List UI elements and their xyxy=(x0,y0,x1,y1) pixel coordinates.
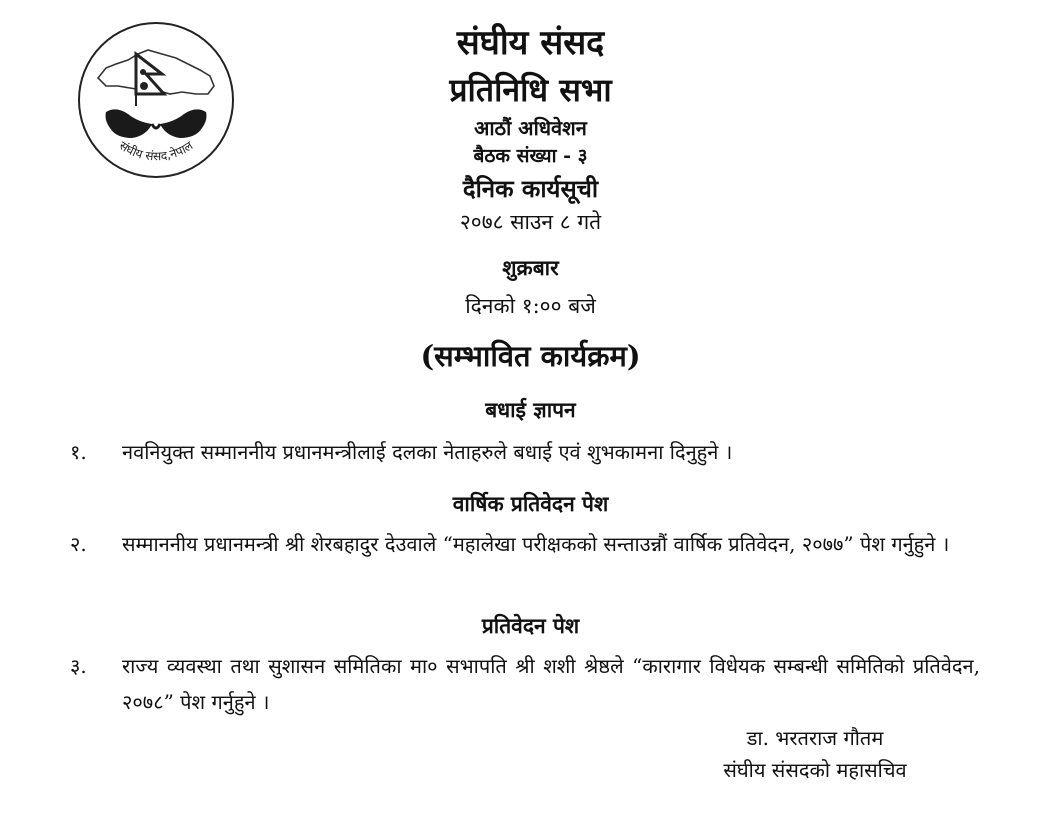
agenda-item xyxy=(70,648,980,720)
section-heading: प्रतिवेदन पेश xyxy=(481,613,580,638)
agenda-item-text: नवनियुक्त सम्माननीय प्रधानमन्त्रीलाई दलका नेताहरुले बधाई एवं शुभकामना दिनुहुने । xyxy=(122,440,733,464)
meeting-time: दिनको १:०० बजे xyxy=(465,294,596,318)
document-title: दैनिक कार्यसूची xyxy=(462,174,599,203)
parliament-name: संघीय संसद xyxy=(456,23,605,63)
agenda-item-text: सम्माननीय प्रधानमन्त्री श्री शेरबहादुर देउवाले “महालेखा परीक्षकको सन्ताउन्नौं वार्षिक प्रतिवेदन, २०७७” पेश गर्नुहुने । xyxy=(122,532,950,556)
agenda-item-number: १. xyxy=(70,440,87,464)
agenda-item-number: २. xyxy=(70,532,87,556)
agenda-item xyxy=(70,526,980,562)
meeting-date: २०७८ साउन ८ गते xyxy=(459,210,602,234)
house-name: प्रतिनिधि सभा xyxy=(449,71,612,109)
section-heading: बधाई ज्ञापन xyxy=(485,397,576,422)
emblem-ring-text: संघीय संसद,नेपाल xyxy=(116,138,196,164)
program-heading: (सम्भावित कार्यक्रम) xyxy=(420,339,641,373)
meeting-day: शुक्रबार xyxy=(502,255,559,280)
agenda-item xyxy=(70,434,980,470)
signatory-name: डा. भरतराज गौतम xyxy=(746,726,884,750)
section-heading: वार्षिक प्रतिवेदन पेश xyxy=(452,491,609,516)
meeting-number: बैठक संख्या - ३ xyxy=(473,145,588,167)
agenda-item-text: राज्य व्यवस्था तथा सुशासन समितिका मा० सभापति श्री शशी श्रेष्ठले “कारागार विधेयक सम्बन्धी समितिको प्रतिवेदन, २०७८” पेश गर्नुहुने । xyxy=(122,654,980,714)
signatory-title: संघीय संसदको महासचिव xyxy=(723,758,907,782)
session-label: आठौं अधिवेशन xyxy=(474,116,587,140)
agenda-item-number: ३. xyxy=(70,654,87,678)
